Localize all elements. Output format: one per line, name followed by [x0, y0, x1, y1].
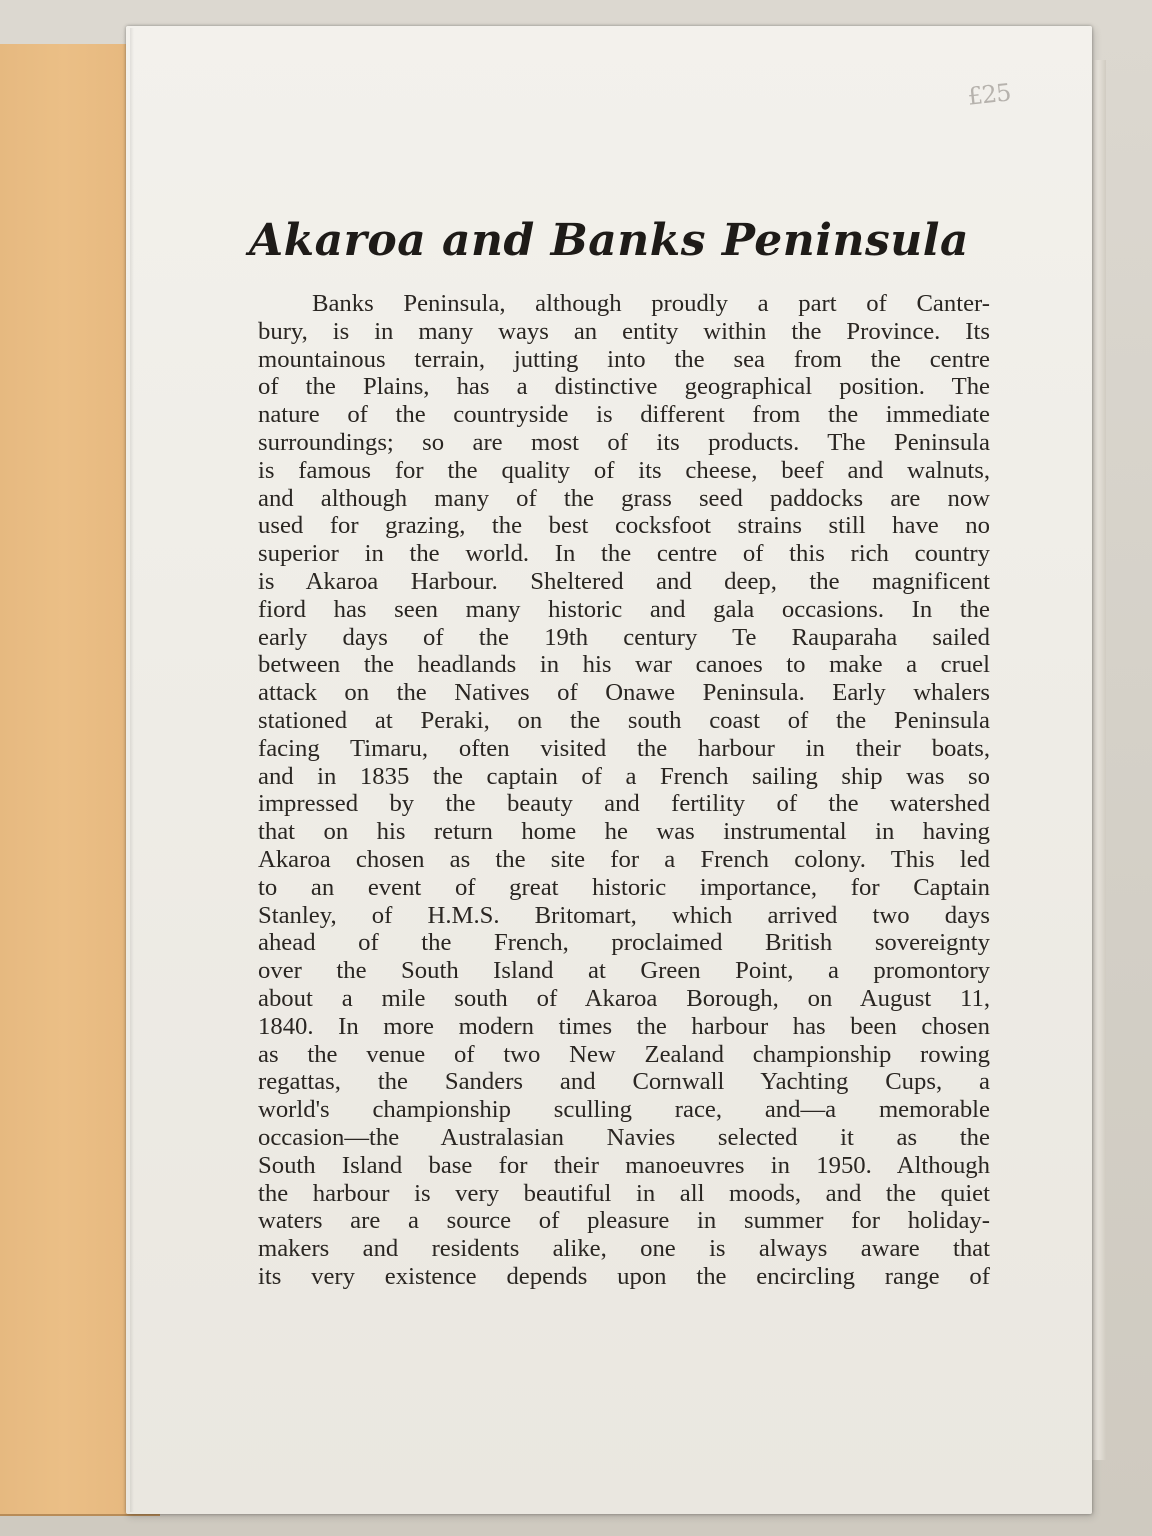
text-line: nature of the countryside is different from the immediate	[258, 401, 990, 429]
text-line: used for grazing, the best cocksfoot strains still have no	[258, 512, 990, 540]
text-line: waters are a source of pleasure in summer for holiday-	[258, 1207, 990, 1235]
text-line: stationed at Peraki, on the south coast of the Peninsula	[258, 706, 990, 734]
text-line: is famous for the quality of its cheese, beef and walnuts,	[258, 456, 990, 484]
text-line: occasion—the Australasian Navies selected it as the	[258, 1123, 990, 1151]
page-title: Akaroa and Banks Peninsula	[249, 215, 969, 267]
text-line: between the headlands in his war canoes to make a cruel	[258, 651, 990, 679]
text-line: South Island base for their manoeuvres in 1950. Although	[258, 1151, 990, 1179]
text-line: superior in the world. In the centre of this rich country	[258, 540, 990, 568]
text-line: about a mile south of Akaroa Borough, on August 11,	[258, 984, 990, 1012]
text-line: surroundings; so are most of its products. The Peninsula	[258, 428, 990, 456]
text-line: and in 1835 the captain of a French sailing ship was so	[258, 762, 990, 790]
text-line: makers and residents alike, one is always aware that	[258, 1235, 990, 1263]
body-paragraph	[258, 290, 990, 1291]
text-line: as the venue of two New Zealand championship rowing	[258, 1040, 990, 1068]
text-line: to an event of great historic importance, for Captain	[258, 873, 990, 901]
text-line: over the South Island at Green Point, a promontory	[258, 957, 990, 985]
text-line: impressed by the beauty and fertility of the watershed	[258, 790, 990, 818]
text-line: early days of the 19th century Te Rauparaha sailed	[258, 623, 990, 651]
text-line: regattas, the Sanders and Cornwall Yachting Cups, a	[258, 1068, 990, 1096]
text-line: bury, is in many ways an entity within the Province. Its	[258, 317, 990, 345]
text-line: and although many of the grass seed paddocks are now	[258, 484, 990, 512]
text-line: facing Timaru, often visited the harbour in their boats,	[258, 734, 990, 762]
text-line: Akaroa chosen as the site for a French colony. This led	[258, 845, 990, 873]
pencil-price-note: £25	[966, 78, 1012, 111]
text-line: is Akaroa Harbour. Sheltered and deep, the magnificent	[258, 567, 990, 595]
text-line: Banks Peninsula, although proudly a part of Canter-	[312, 290, 990, 317]
text-line: mountainous terrain, jutting into the sea from the centre	[258, 345, 990, 373]
text-line: ahead of the French, proclaimed British sovereignty	[258, 929, 990, 957]
text-line: Stanley, of H.M.S. Britomart, which arrived two days	[258, 901, 990, 929]
text-line: 1840. In more modern times the harbour has been chosen	[258, 1012, 990, 1040]
text-line: fiord has seen many historic and gala occasions. In the	[258, 595, 990, 623]
text-line: world's championship sculling race, and—a memorable	[258, 1096, 990, 1124]
text-line: attack on the Natives of Onawe Peninsula. Early whalers	[258, 679, 990, 707]
text-line: the harbour is very beautiful in all moods, and the quiet	[258, 1179, 990, 1207]
text-line: that on his return home he was instrumental in having	[258, 818, 990, 846]
text-line: its very existence depends upon the encircling range of	[258, 1262, 990, 1290]
text-line: of the Plains, has a distinctive geographical position. The	[258, 373, 990, 401]
